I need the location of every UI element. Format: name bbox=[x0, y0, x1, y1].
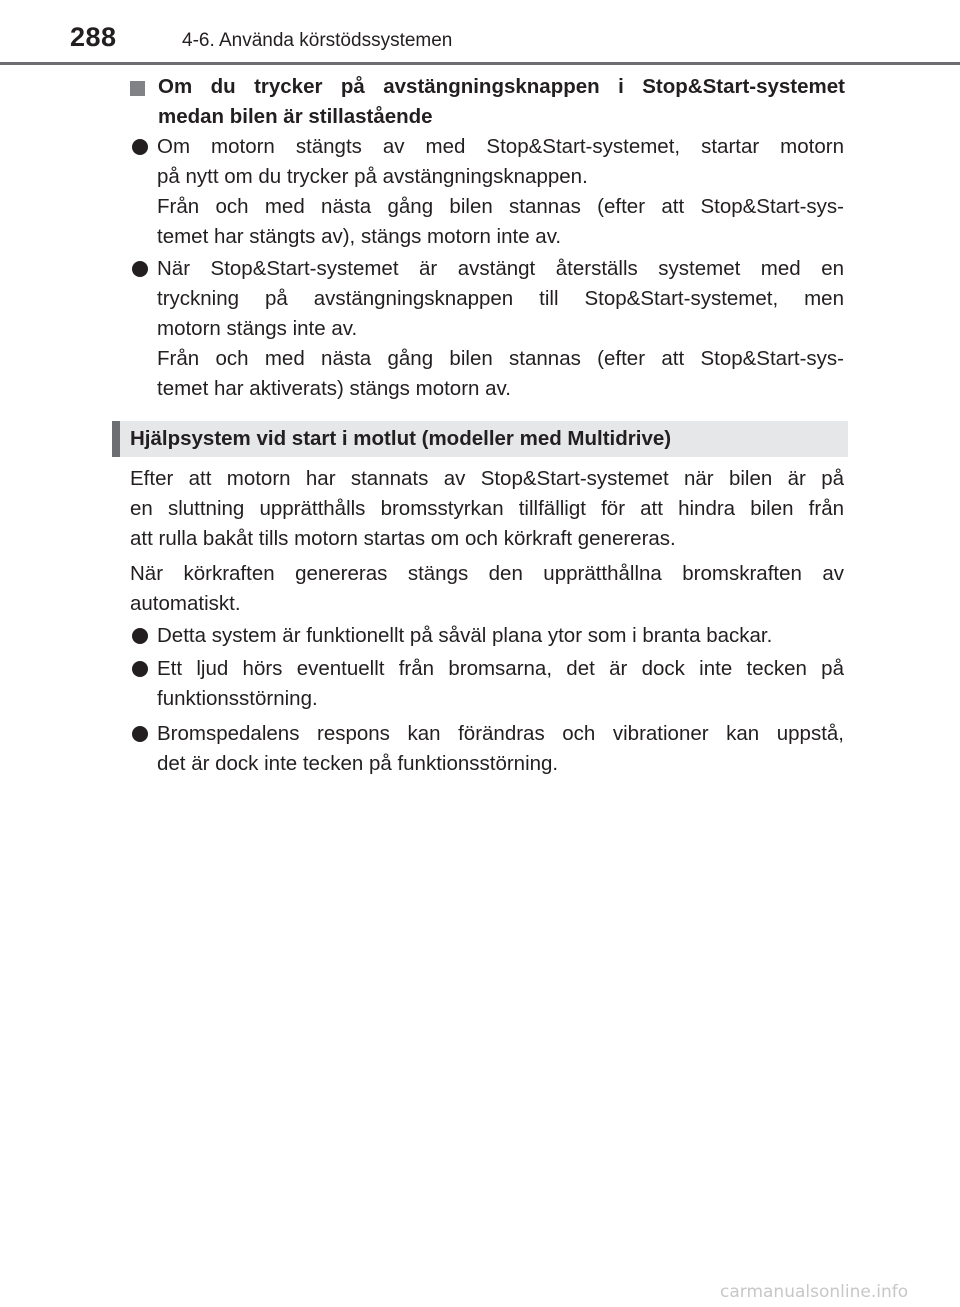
list-item-line: på nytt om du trycker på avstängningsknappen. bbox=[157, 165, 588, 188]
paragraph-line: När körkraften genereras stängs den upprätthållna bromskraften av bbox=[130, 562, 844, 585]
list-item-line: Bromspedalens respons kan förändras och vibrationer kan uppstå, bbox=[157, 722, 844, 745]
list-item-line: Från och med nästa gång bilen stannas (efter att Stop&Start-sys- bbox=[157, 195, 844, 218]
list-item-line: Om motorn stängts av med Stop&Start-systemet, startar motorn bbox=[157, 135, 844, 158]
subheading-line: Om du trycker på avstängningsknappen i Stop&Start-systemet bbox=[158, 75, 845, 98]
body-paragraph bbox=[130, 464, 844, 554]
round-bullet-icon bbox=[132, 139, 148, 155]
round-bullet-icon bbox=[132, 261, 148, 277]
subheading-text bbox=[158, 72, 845, 132]
subheading-line: medan bilen är stillastående bbox=[158, 105, 433, 128]
list-item bbox=[130, 132, 844, 252]
round-bullet-icon bbox=[132, 628, 148, 644]
list-item bbox=[130, 254, 844, 404]
section-banner bbox=[112, 421, 848, 457]
square-bullet-icon bbox=[130, 81, 145, 96]
round-bullet-icon bbox=[132, 661, 148, 677]
list-item-line: funktionsstörning. bbox=[157, 687, 318, 710]
page-number: 288 bbox=[70, 22, 117, 52]
section-title: 4-6. Använda körstödssystemen bbox=[182, 30, 453, 51]
list-item-line: tryckning på avstängningsknappen till Stop&Start-systemet, men bbox=[157, 287, 844, 310]
header-rule bbox=[0, 62, 960, 65]
body-paragraph bbox=[130, 559, 844, 619]
list-item-text bbox=[157, 254, 844, 404]
paragraph-line: automatiskt. bbox=[130, 592, 241, 615]
subheading bbox=[130, 72, 845, 132]
list-item-line: Detta system är funktionellt på såväl plana ytor som i branta backar. bbox=[157, 624, 773, 647]
list-item-line: det är dock inte tecken på funktionsstörning. bbox=[157, 752, 559, 775]
list-item bbox=[130, 654, 844, 714]
list-item bbox=[130, 621, 844, 651]
banner-accent-bar bbox=[112, 421, 120, 457]
list-item-text bbox=[157, 132, 844, 252]
page-header bbox=[0, 0, 960, 64]
paragraph-line: en sluttning upprätthålls bromsstyrkan tillfälligt för att hindra bilen från bbox=[130, 497, 844, 520]
paragraph-line: Efter att motorn har stannats av Stop&Start-systemet när bilen är på bbox=[130, 467, 844, 490]
list-item-line: motorn stängs inte av. bbox=[157, 317, 358, 340]
list-item-text bbox=[157, 621, 844, 651]
list-item-line: När Stop&Start-systemet är avstängt återställs systemet med en bbox=[157, 257, 844, 280]
list-item-text bbox=[157, 654, 844, 714]
list-item-line: Ett ljud hörs eventuellt från bromsarna, det är dock inte tecken på bbox=[157, 657, 844, 680]
list-item-line: temet har aktiverats) stängs motorn av. bbox=[157, 377, 511, 400]
watermark: carmanualsonline.info bbox=[720, 1282, 909, 1302]
banner-title: Hjälpsystem vid start i motlut (modeller med Multidrive) bbox=[130, 427, 672, 450]
list-item-line: Från och med nästa gång bilen stannas (efter att Stop&Start-sys- bbox=[157, 347, 844, 370]
round-bullet-icon bbox=[132, 726, 148, 742]
list-item bbox=[130, 719, 844, 779]
list-item-text bbox=[157, 719, 844, 779]
list-item-line: temet har stängts av), stängs motorn inte av. bbox=[157, 225, 562, 248]
paragraph-line: att rulla bakåt tills motorn startas om och körkraft genereras. bbox=[130, 527, 676, 550]
